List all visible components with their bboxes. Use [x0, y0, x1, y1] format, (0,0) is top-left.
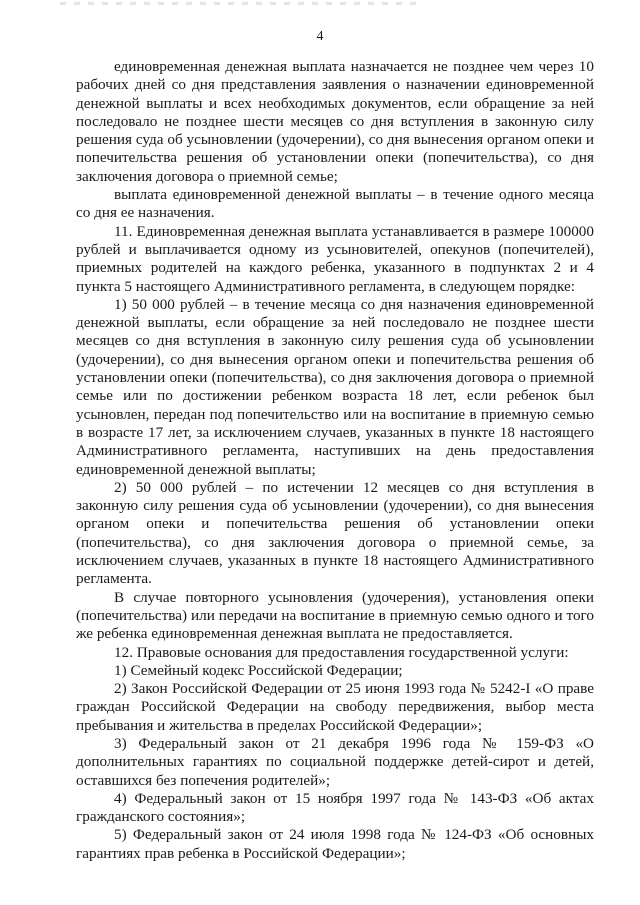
paragraph-item-11: 11. Единовременная денежная выплата устанавливается в размере 100000 рублей и выплачивается одному из усыновителей, опекунов (попечителей), приемных родителей на каждого ребенка, указанного в подпунктах 2 и 4 пункта 5 настоящего Административного регламента, в следующем порядке: — [76, 222, 594, 295]
paragraph-payment-timing: выплата единовременной денежной выплаты – в течение одного месяца со дня ее назначения. — [76, 186, 594, 222]
page-number: 4 — [316, 29, 324, 44]
paragraph-subitem-1: 1) 50 000 рублей – в течение месяца со дня назначения единовременной денежной выплаты, если обращение за ней последовало не позднее шести месяцев со дня вступления в законную силу решения суда об усыновлении (удочерении), со дня вынесения органом опеки и попечительства решения об установлении опеки (попечительства), со дня заключения договора о приемной семье или по достижении ребенком возраста 18 лет, если ребенок был усыновлен, передан под попечительство или на воспитание в приемную семью в возрасте 17 лет, за исключением случаев, указанных в пункте 18 настоящего Административного регламента, наступивших на день предоставления единовременной денежной выплаты; — [76, 295, 594, 478]
legal-basis-item-4: 4) Федеральный закон от 15 ноября 1997 года № 143-ФЗ «Об актах гражданского состояния»; — [76, 789, 594, 826]
legal-basis-item-2: 2) Закон Российской Федерации от 25 июня 1993 года № 5242-I «О праве граждан Российской Федерации на свободу передвижения, выбор места пребывания и жительства в пределах Российской Федерации»; — [76, 680, 594, 734]
paragraph-repeat-adoption: В случае повторного усыновления (удочерения), установления опеки (попечительства) или передачи на воспитание в приемную семью одного и того же ребенка единовременная денежная выплата не предоставляется. — [76, 588, 594, 643]
paragraph-item-12: 12. Правовые основания для предоставления государственной услуги: — [114, 643, 569, 661]
legal-basis-item-5: 5) Федеральный закон от 24 июля 1998 года № 124-ФЗ «Об основных гарантиях прав ребенка в Российской Федерации»; — [76, 826, 594, 862]
paragraph-subitem-2: 2) 50 000 рублей – по истечении 12 месяцев со дня вступления в законную силу решения суда об усыновлении (удочерении), со дня вынесения органом опеки и попечительства решения об установлении опеки (попечительства), со дня заключения договора о приемной семье, за исключением случаев, указанных в пункте 18 настоящего Административного регламента. — [76, 478, 594, 588]
legal-basis-item-1: 1) Семейный кодекс Российской Федерации; — [114, 661, 403, 679]
legal-basis-item-3: 3) Федеральный закон от 21 декабря 1996 года № 159-ФЗ «О дополнительных гарантиях по социальной поддержке детей-сирот и детей, оставшихся без попечения родителей»; — [76, 734, 594, 789]
scan-artifact — [60, 2, 420, 5]
document-body — [76, 58, 594, 863]
paragraph-procedure-deadline: единовременная денежная выплата назначается не позднее чем через 10 рабочих дней со дня представления заявления о назначении единовременной денежной выплаты и всех необходимых документов, если обращение за ней последовало не позднее шести месяцев со дня вступления в законную силу решения суда об усыновлении (удочерении), со дня вынесения органом опеки и попечительства решения об установлении опеки (попечительства), со дня заключения договора о приемной семье; — [76, 58, 594, 185]
